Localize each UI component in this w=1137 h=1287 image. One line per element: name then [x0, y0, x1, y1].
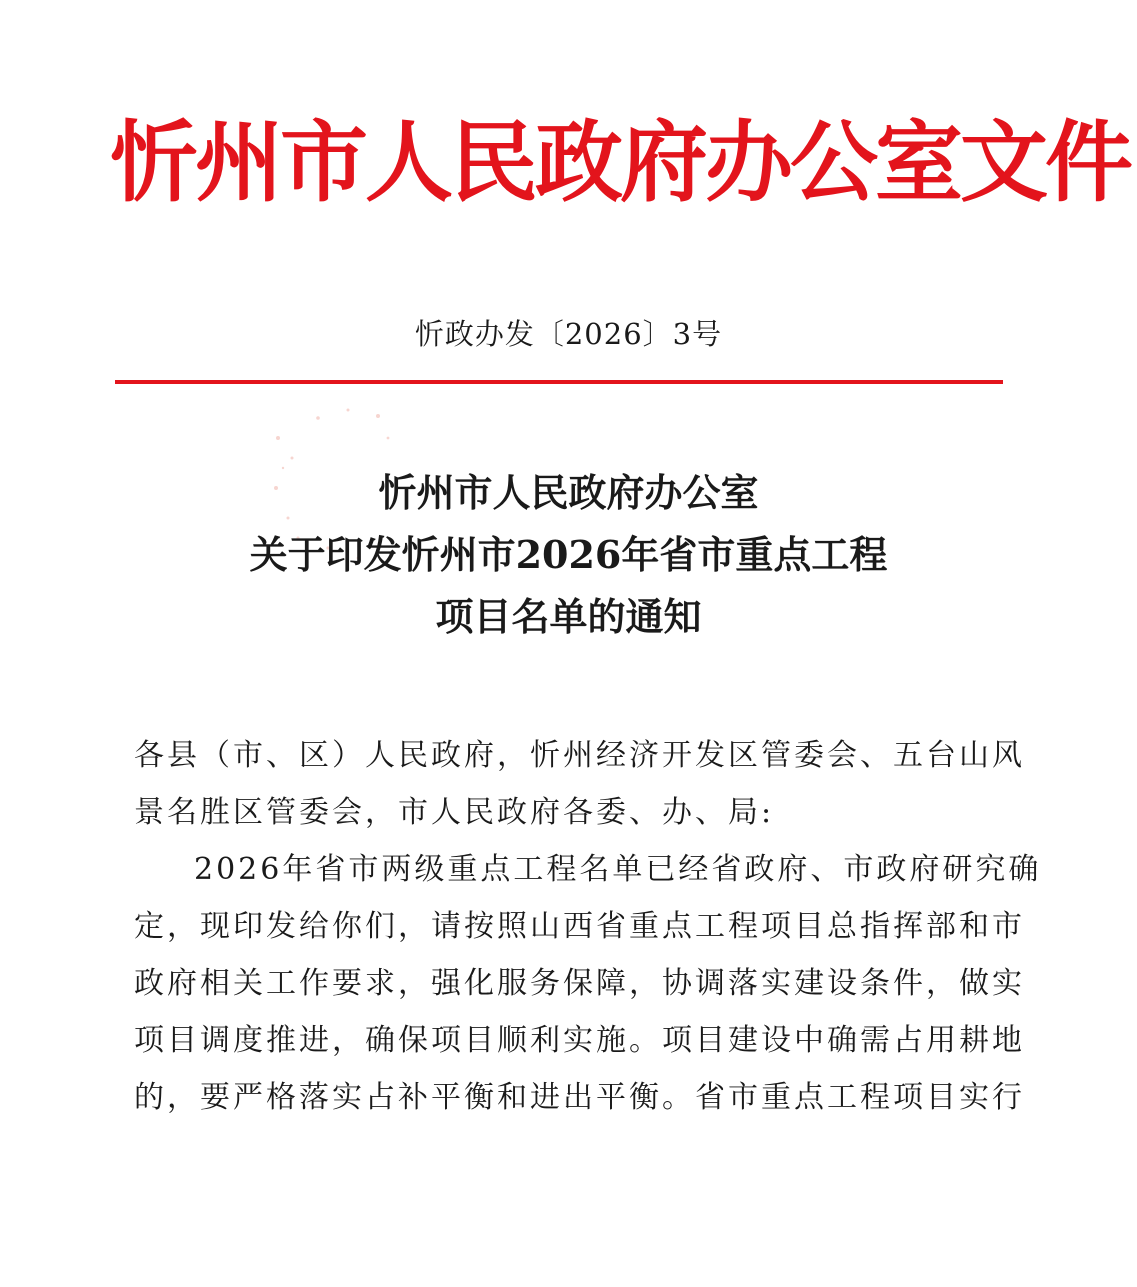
paragraph-line-2: 定，现印发给你们，请按照山西省重点工程项目总指挥部和市: [134, 909, 1025, 944]
document-masthead: 忻州市人民政府办公室文件: [110, 111, 1131, 214]
document-number: 忻政办发〔2026〕3号: [414, 317, 723, 351]
addressee-line-2: 景名胜区管委会，市人民政府各委、办、局:: [134, 795, 775, 830]
title-line-2: 关于印发忻州市2026年省市重点工程: [249, 532, 888, 577]
paragraph-line-1: 2026年省市两级重点工程名单已经省政府、市政府研究确: [194, 852, 1042, 887]
title-line-3: 项目名单的通知: [435, 594, 702, 639]
paragraph-line-4: 项目调度推进，确保项目顺利实施。项目建设中确需占用耕地: [134, 1023, 1025, 1058]
paragraph-line-3: 政府相关工作要求，强化服务保障，协调落实建设条件，做实: [134, 966, 1025, 1001]
addressee-line-1: 各县（市、区）人民政府，忻州经济开发区管委会、五台山风: [134, 738, 1025, 773]
title-line-1: 忻州市人民政府办公室: [378, 470, 759, 515]
document-body: [134, 727, 1042, 1126]
document-title: [0, 462, 1137, 648]
red-separator-rule: [115, 380, 1003, 384]
paragraph-line-5: 的，要严格落实占补平衡和进出平衡。省市重点工程项目实行: [134, 1080, 1025, 1115]
